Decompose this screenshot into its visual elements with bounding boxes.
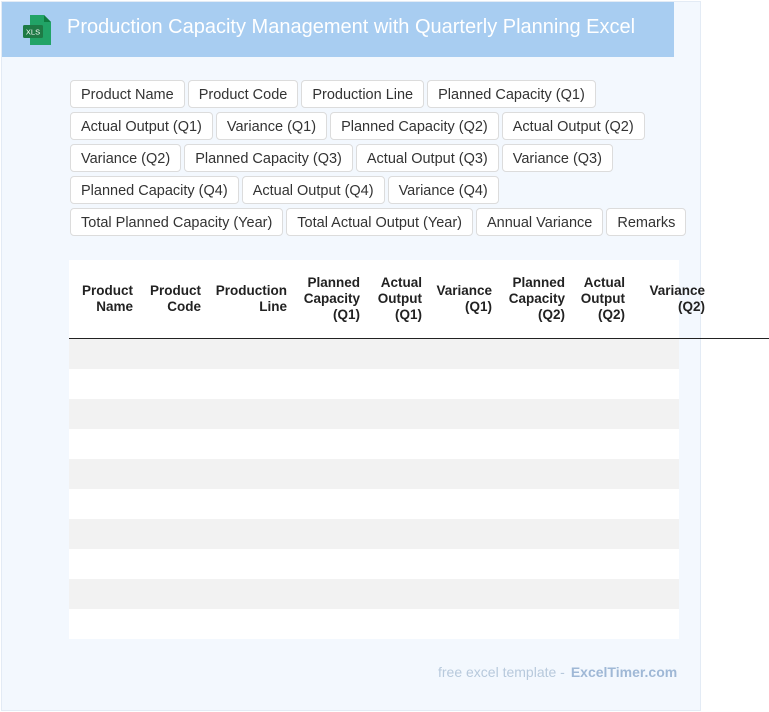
footer-prefix: free excel template - [438, 664, 565, 680]
column-header-line: Planned [307, 275, 360, 290]
column-header-line: (Q2) [538, 307, 565, 322]
table-row[interactable] [69, 549, 679, 579]
column-chip[interactable]: Production Line [301, 80, 424, 108]
column-chip[interactable]: Actual Output (Q1) [70, 112, 213, 140]
column-header-line: Capacity [508, 291, 565, 306]
column-header-line: Actual [583, 275, 625, 290]
footer-credit [438, 664, 677, 680]
column-header [135, 260, 203, 338]
table-row[interactable] [69, 459, 679, 489]
page-title: Production Capacity Management with Quarterly Planning Excel [67, 16, 636, 38]
column-chip[interactable]: Variance (Q1) [216, 112, 327, 140]
column-chip[interactable]: Actual Output (Q3) [356, 144, 499, 172]
column-chip[interactable]: Variance (Q2) [70, 144, 181, 172]
table-header [69, 260, 769, 339]
column-chip[interactable]: Remarks [606, 208, 686, 236]
column-header-line: Product [81, 283, 133, 298]
table-row[interactable] [69, 339, 679, 369]
column-header-line: Planned [512, 275, 565, 290]
table-row[interactable] [69, 369, 679, 399]
column-header [69, 260, 135, 338]
column-chip[interactable]: Variance (Q3) [502, 144, 613, 172]
footer-brand-link[interactable]: ExcelTimer.com [570, 664, 678, 680]
page-frame [1, 1, 705, 711]
column-header-line: Production [215, 283, 287, 298]
column-header-line: Output [377, 291, 422, 306]
column-header [289, 260, 362, 338]
column-chip-list [70, 80, 704, 236]
column-header-line: Actual [380, 275, 422, 290]
column-chip[interactable]: Planned Capacity (Q3) [184, 144, 353, 172]
column-chip[interactable]: Product Code [188, 80, 299, 108]
column-header [203, 260, 289, 338]
table-row[interactable] [69, 399, 679, 429]
column-header-line: Name [96, 299, 133, 314]
column-chip[interactable]: Actual Output (Q4) [242, 176, 385, 204]
column-header-line: Output [580, 291, 625, 306]
template-table [69, 260, 705, 638]
column-header-line: (Q1) [333, 307, 360, 322]
column-header-line: Line [259, 299, 287, 314]
column-chip[interactable]: Actual Output (Q2) [502, 112, 645, 140]
table-row[interactable] [69, 609, 679, 639]
column-chip[interactable]: Variance (Q4) [388, 176, 499, 204]
table-row[interactable] [69, 429, 679, 459]
header-bar [2, 2, 674, 57]
column-header-line: Capacity [303, 291, 360, 306]
column-header [494, 260, 567, 338]
column-header-line: (Q2) [678, 299, 705, 314]
column-chip[interactable]: Annual Variance [476, 208, 603, 236]
column-chip[interactable]: Planned Capacity (Q4) [70, 176, 239, 204]
column-chip[interactable]: Planned Capacity (Q2) [330, 112, 499, 140]
column-chip[interactable]: Product Name [70, 80, 185, 108]
column-header [627, 260, 707, 338]
table-row[interactable] [69, 489, 679, 519]
table-row[interactable] [69, 579, 679, 609]
column-header-line: Product [149, 283, 201, 298]
excel-file-icon [22, 14, 52, 46]
column-header-line: (Q1) [465, 299, 492, 314]
column-header-line: Code [167, 299, 201, 314]
column-header [362, 260, 424, 338]
column-header [424, 260, 494, 338]
column-chip[interactable]: Total Actual Output (Year) [286, 208, 473, 236]
column-header-line: (Q1) [395, 307, 422, 322]
column-chip[interactable]: Planned Capacity (Q1) [427, 80, 596, 108]
table-row[interactable] [69, 519, 679, 549]
column-header-line: Variance [436, 283, 492, 298]
column-header-line: Variance [649, 283, 705, 298]
column-chip[interactable]: Total Planned Capacity (Year) [70, 208, 283, 236]
svg-text:XLS: XLS [25, 27, 41, 37]
column-header-line: (Q2) [598, 307, 625, 322]
column-header [567, 260, 627, 338]
